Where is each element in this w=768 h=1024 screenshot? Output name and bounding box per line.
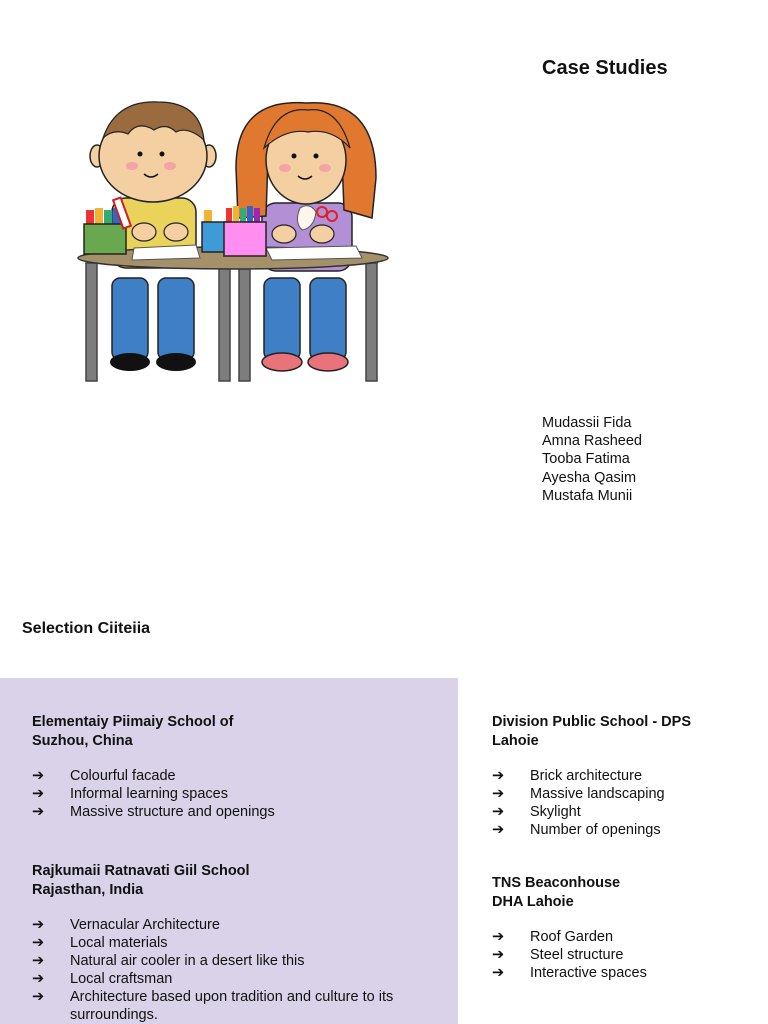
list-item-text: Skylight bbox=[530, 804, 581, 820]
list-item bbox=[492, 964, 752, 982]
author-name: Amna Rasheed bbox=[542, 433, 642, 450]
list-item-text: Interactive spaces bbox=[530, 965, 647, 981]
right-arrow-icon: ➔ bbox=[32, 786, 45, 802]
children-at-desk-illustration bbox=[76, 98, 390, 384]
case-study-title-line: Suzhou, China bbox=[32, 732, 133, 749]
bullet-list bbox=[492, 767, 752, 839]
case-study-title-line: Elementaiy Piimaiy School of bbox=[32, 714, 234, 730]
list-item bbox=[492, 785, 752, 803]
list-item-text: Local materials bbox=[70, 935, 168, 951]
right-arrow-icon: ➔ bbox=[32, 804, 45, 820]
list-item bbox=[492, 946, 752, 964]
list-item bbox=[492, 767, 752, 785]
right-arrow-icon: ➔ bbox=[492, 804, 505, 820]
right-arrow-icon: ➔ bbox=[32, 768, 45, 784]
bullet-list bbox=[492, 928, 752, 982]
case-study-title-line: Rajasthan, India bbox=[32, 881, 144, 898]
case-study-title bbox=[32, 862, 432, 899]
case-study-title bbox=[492, 713, 752, 750]
right-arrow-icon: ➔ bbox=[32, 953, 45, 969]
list-item bbox=[32, 803, 432, 821]
list-item-text: Number of openings bbox=[530, 822, 661, 838]
author-list bbox=[542, 414, 642, 505]
list-item bbox=[32, 916, 432, 934]
author-name: Ayesha Qasim bbox=[542, 469, 637, 486]
list-item bbox=[32, 934, 432, 952]
page-title: Case Studies bbox=[542, 57, 668, 79]
right-arrow-icon: ➔ bbox=[492, 822, 505, 838]
case-study-tns-beaconhouse bbox=[492, 874, 752, 982]
list-item-text: Informal learning spaces bbox=[70, 786, 228, 802]
right-arrow-icon: ➔ bbox=[492, 768, 505, 784]
list-item-text: Vernacular Architecture bbox=[70, 917, 220, 933]
author-name: Mudassii Fida bbox=[542, 415, 632, 431]
author-name: Mustafa Munii bbox=[542, 487, 633, 504]
right-arrow-icon: ➔ bbox=[32, 935, 45, 951]
list-item bbox=[492, 803, 752, 821]
list-item-text: Roof Garden bbox=[530, 929, 614, 945]
list-item-text: Brick architecture bbox=[530, 768, 643, 784]
list-item bbox=[32, 988, 432, 1024]
selection-criteria-heading: Selection Ciiteiia bbox=[22, 620, 151, 637]
case-study-title bbox=[32, 713, 432, 750]
case-study-title-line: DHA Lahoie bbox=[492, 893, 574, 910]
list-item bbox=[492, 928, 752, 946]
case-study-suzhou bbox=[32, 713, 432, 821]
bullet-list bbox=[32, 767, 432, 821]
case-study-title-line: Rajkumaii Ratnavati Giil School bbox=[32, 863, 250, 879]
author-name: Tooba Fatima bbox=[542, 451, 630, 468]
list-item bbox=[492, 821, 752, 839]
right-arrow-icon: ➔ bbox=[492, 947, 505, 963]
list-item bbox=[32, 952, 432, 970]
list-item-text: Steel structure bbox=[530, 947, 624, 963]
case-study-title-line: Lahoie bbox=[492, 732, 539, 749]
list-item-text: Architecture based upon tradition and culture to its surroundings. bbox=[70, 989, 394, 1023]
list-item-text: Colourful facade bbox=[70, 768, 176, 784]
case-study-rajasthan bbox=[32, 862, 432, 1024]
list-item bbox=[32, 785, 432, 803]
list-item-text: Massive landscaping bbox=[530, 786, 665, 802]
case-study-title bbox=[492, 874, 752, 911]
list-item-text: Local craftsman bbox=[70, 971, 173, 987]
case-study-title-line: Division Public School - DPS bbox=[492, 714, 691, 730]
list-item-text: Natural air cooler in a desert like this bbox=[70, 953, 305, 969]
list-item bbox=[32, 970, 432, 988]
right-arrow-icon: ➔ bbox=[492, 786, 505, 802]
bullet-list bbox=[32, 916, 432, 1024]
list-item bbox=[32, 767, 432, 785]
case-study-dps-lahore bbox=[492, 713, 752, 839]
right-arrow-icon: ➔ bbox=[32, 989, 45, 1005]
right-arrow-icon: ➔ bbox=[492, 965, 505, 981]
list-item-text: Massive structure and openings bbox=[70, 804, 275, 820]
right-arrow-icon: ➔ bbox=[32, 917, 45, 933]
right-arrow-icon: ➔ bbox=[492, 929, 505, 945]
right-arrow-icon: ➔ bbox=[32, 971, 45, 987]
case-study-title-line: TNS Beaconhouse bbox=[492, 875, 621, 891]
